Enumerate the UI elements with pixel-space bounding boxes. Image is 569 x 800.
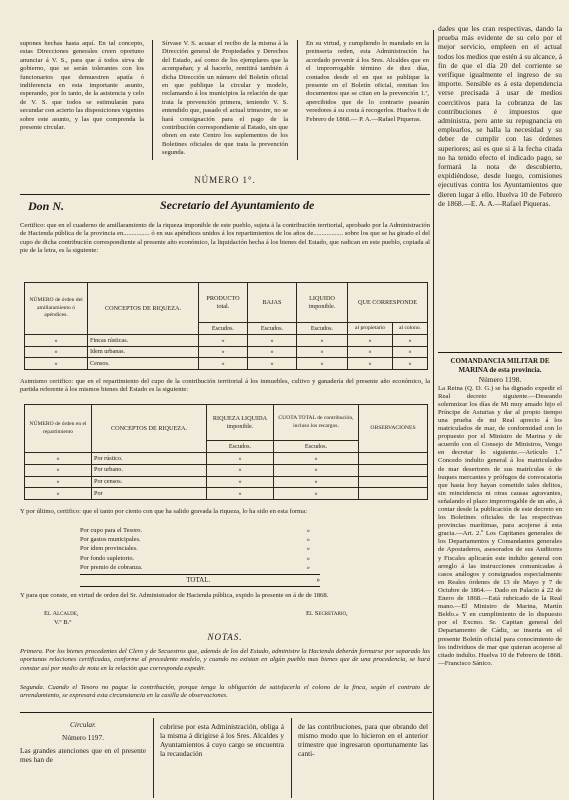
liquidacion-table [24, 282, 428, 370]
table-cell: » [274, 464, 359, 476]
circular-text-2: cubrirse por esta Administración, obliga á la misma á dirigirse á los Sres. Alcaldes y Ayuntamientos á cuyo cargo se encuentra la recaudación [160, 722, 284, 758]
table-cell: » [25, 464, 92, 476]
table-cell: » [393, 358, 428, 370]
table-cell: » [207, 464, 274, 476]
table-cell: » [248, 346, 297, 358]
table-cell: » [297, 335, 348, 347]
col-propietario: al propietario [348, 323, 393, 335]
table-row-label: Por [92, 488, 207, 500]
numero-header: NÚMERO 1°. [194, 175, 256, 185]
visto-bueno: V.º B.º [54, 619, 72, 626]
notas-title: NOTAS. [207, 632, 243, 642]
table-row-label: Censos. [88, 358, 199, 370]
col-riqueza: RIQUEZA LIQUIDA imponible. [207, 405, 274, 441]
table-cell: » [248, 358, 297, 370]
col-conceptos: CONCEPTOS DE RIQUEZA. [92, 405, 207, 453]
table-row-label: Por censos. [92, 476, 207, 488]
table-cell [359, 488, 428, 500]
right-column [438, 24, 562, 763]
column-divider [152, 40, 153, 160]
table-cell: » [199, 358, 248, 370]
col-cuota: CUOTA TOTAL de contribución, incluso los recargos. [274, 405, 359, 441]
total-rule [80, 574, 320, 575]
table-cell: » [199, 335, 248, 347]
secretario-label: El Secretario, [306, 610, 348, 617]
table-cell: » [248, 335, 297, 347]
table-cell: » [393, 346, 428, 358]
list-item: Por premio de cobranza. » [80, 563, 310, 571]
circular-number: Número 1197. [62, 733, 104, 742]
list-item: Por ídem provinciales. » [80, 545, 310, 553]
table-cell: » [297, 346, 348, 358]
comandancia-title: COMANDANCIA MILITAR DE MARINA de esta provincia. [450, 357, 550, 375]
total-row: TOTAL. » [186, 576, 320, 584]
percent-list [80, 526, 310, 572]
unit-label: Escudos. [248, 323, 297, 335]
certifico-3: Y por último, certifico: que el tanto por ciento con que ha salido gravada la riqueza, lo ha sido en esta forma: [20, 508, 308, 515]
table-cell: » [274, 488, 359, 500]
table-cell: » [348, 358, 393, 370]
notas-primera: Primera. Por los bienes procedentes del Clero y de Secuestros que, además de los del Estado, administre la Hacienda deberán formarse por separado las oportunas relaciones certificadas, conforme al precedente modelo, y cuando no existan en algún pueblo mas bienes que de una procedencia, se hará constar así por medio de nota en la relación que corresponda expedir. [20, 648, 430, 672]
table-cell: » [25, 488, 92, 500]
list-item: Por gastos municipales. » [80, 536, 310, 544]
certifico-2: Asimismo certifico: que en el repartimiento del cupo de la contribución territorial á los inmuebles, cultivo y ganadería del presente año económico, la partida referente á los mismos bienes del Estado es la siguiente: [20, 378, 430, 394]
top-column-1: supones hechas hasta aquí. En tal concepto, estas Direcciones generales creen oportuno anunciar á V. S., para que á todos sirva de gobierno, que se serán tolerantes con los funcionarios que demuestren apatía ó indiferencia en esta importante asunto, esperando, por lo tanto, de la asistencia y celo de V. S. que todos se estimularán para secundar con acierto las disposiciones vigentes sobre este asunto, y las que comprenda la presente circular. [20, 40, 144, 132]
table-cell: » [25, 476, 92, 488]
circular-title: Circular. [70, 720, 96, 729]
table-row-label: Fincas rústicas. [88, 335, 199, 347]
certifico-4: Y para que conste, en virtud de orden del Sr. Administrador de Hacienda pública, expido la presente en á de de 1868. [20, 592, 329, 599]
certifico-1: Certifico: que en el cuaderno de amillaramiento de la riqueza imponible de este pueblo, sujeta á la contribución territorial, aprobado por la Administración de Hacienda pública de la provincia en................ ó en sus apéndices unidos á los repartimientos de los años de.................. sobre los que se ha girado el del cupo de dicha contribución correspondiente al presente año económico, la liquidación hecha á los bienes del Estado, que radican en este pueblo, copiada al pie de la letra, es la siguiente: [20, 222, 430, 255]
list-item: Por cupo para el Tesoro. » [80, 527, 310, 534]
table-cell: » [207, 453, 274, 465]
table-cell: » [274, 453, 359, 465]
repartimiento-table [24, 404, 428, 500]
table-row-label: Por rústico. [92, 453, 207, 465]
circular-text-3: de las contribuciones, para que obrando del mismo modo que lo hicieron en el anterior trimestre que ingresaron oportunamente las canti- [298, 722, 428, 758]
table-cell: » [25, 335, 88, 347]
secretario-title: Secretario del Ayuntamiento de [160, 198, 315, 212]
table-cell: » [199, 346, 248, 358]
alcalde-label: El Alcalde, [44, 610, 79, 617]
col-observaciones: OBSERVACIONES [359, 405, 428, 453]
table-cell: » [393, 335, 428, 347]
table-cell: » [25, 453, 92, 465]
col-bajas: BAJAS [248, 283, 297, 323]
don-label: Don N. [28, 199, 65, 213]
col-numero-reparto: NÚMERO de órden en el repartimiento [25, 405, 92, 453]
table-cell [359, 464, 428, 476]
table-cell: » [274, 476, 359, 488]
column-divider [297, 40, 298, 160]
comandancia-text: La Reina (Q. D. G.) se ha dignado expedir el Real decreto siguiente.—Deseando solemnizar los días de Mi muy amado hijo el Príncipe de Asturias y dar al propio tiempo una prueba de mi Real aprecio á los matriculados de mar, de conformidad con lo propuesto por el Ministro de Marina y de acuerdo con el Consejo de Ministros, Vengo en decretar lo siguiente.—Artículo 1.º Concedo indulto general á los matriculados de mar desertores de sus matrículas ó de buques mercantes y prófugos de convocatoria que hasta hoy hayan cometido tales delitos, sin reincidencia ni otras causas agravantes, señalando el plazo improrrogable de un año, á contar desde la publicación de este decreto en los Boletines oficiales de las respectivas provincias marítimas, para acojerse á esta gracia.—Art. 2.º Los Capitanes generales de los Departamentos y Comandantes generales de Apostaderos, asesorados de sus Auditores y Fiscales aplicarán este indulto general con arreglo á las instrucciones comunicadas á casos análogos y consignados especialmente en Reales órdenes de 13 de Mayo y 7 de Octubre de 1864.— Dado en Palacio á 22 de Enero de 1868.—Está rubricado de la Real mano.—El Ministro de Marina, Martín Beldo.» Y en cumplimiento de lo dispuesto por el Excmo. Sr. Capitan general del Departamento de Cádiz, se inserta en el presente Boletín oficial para conocimiento de los individuos de mar que quieran acojerse al citado indulto. Huelva 10 de Febrero de 1868.—Francisco Sánico. [438, 384, 562, 667]
table-cell [359, 476, 428, 488]
unit-label: Escudos. [297, 323, 348, 335]
unit-label: Escudos. [207, 441, 274, 453]
col-producto: PRODUCTO total. [199, 283, 248, 323]
comandancia-number: Número 1198. [478, 375, 522, 385]
unit-label: Escudos. [274, 441, 359, 453]
table-row-label: Idem urbanas. [88, 346, 199, 358]
table-cell: » [348, 346, 393, 358]
table-cell: » [207, 476, 274, 488]
table-cell: » [25, 358, 88, 370]
table-cell: » [207, 488, 274, 500]
table-row-label: Por urbano. [92, 464, 207, 476]
table-cell [359, 453, 428, 465]
header-rule [20, 194, 430, 195]
top-column-3: En su virtud, y cumpliendo lo mandado en la preinserta orden, esta Administración ha acordado prevenir á los Sres. Alcaldes que en el improrrogable término de diez días, contados desde el en que se publique la presente en el Boletín oficial, remitan los documentos que se citan en la prevención 1.ª, apercibidos que de lo contrario pasarán veredores á su costa á recogerlos. Huelva 6 de Febrero de 1868.— P. A.—Rafael Piqueras. [306, 40, 429, 123]
section-rule [20, 712, 432, 713]
col-corresponde: QUE CORRESPONDE [348, 283, 428, 323]
total-label: TOTAL. [186, 576, 211, 584]
col-conceptos: CONCEPTOS DE RIQUEZA. [88, 283, 199, 335]
right-column-divider [433, 30, 434, 800]
notas-segunda: Segunda. Cuando el Tesoro no pague la contribución, porque tenga la obligación de satisfacerla el colono de la finca, según el contrato de arrendamiento, se expresará esta circunstancia en la casilla de observaciones. [20, 684, 430, 700]
col-numero-orden: NÚMERO de órden del amillaramiento ó apéndices. [25, 283, 88, 335]
top-column-2: Sírvase V. S. acusar el recibo de la misma á la Dirección general de Propiedades y Derechos del Estado, así como de los ejemplares que la acompañan; y al hacerlo, remitirá también á dicha Dirección un número del Boletín oficial en que publique la circular y modelo, reclamando á los municipios la relación de que trata la prevención primera, teniendo V. S. entendido que, pasado el actual trimestre, no se hará consignación para el pago de la contribución correspondiente al Estado, sin que obren en este Centro los suplementos de los Boletines oficiales de que trata la prevención segunda. [162, 40, 288, 157]
table-cell: » [25, 346, 88, 358]
table-cell: » [297, 358, 348, 370]
table-cell: » [348, 335, 393, 347]
circular-column [20, 720, 146, 764]
column-divider [153, 718, 154, 798]
column-divider [291, 718, 292, 798]
unit-label: Escudos. [199, 323, 248, 335]
total-rule [80, 586, 320, 587]
list-item: Por fondo supletorio. » [80, 554, 310, 562]
col-colono: al colono. [393, 323, 428, 335]
circular-text-1: Las grandes atenciones que en el presente mes han de [20, 746, 146, 764]
col-liquido: LIQUIDO imponible. [297, 283, 348, 323]
right-column-text: dades que les cran respectivas, dando la prueba más evidente de su celo por el mejor servicio, empleen en el actual todos los medios que estén á su alcance, á fin de que el día 20 del corriente se verifique igualmente el ingreso de su importe. Sensible es á esta dependencia verse precisada á usar de medios coercitivos para la cobranza de las contribuciones é impuestos que administra, pero ante su repugnancia en emplearlos, se halla la necesidad y su deber de cumplir con las órdenes superiores; así es que si á la fecha citada no ha tenido efecto el indicado pago, se formará la nota de descubierto, expidiéndose, desde luego, comisiones ejecutivas contra los Ayuntamientos que dieren lugar á ello. Huelva 10 de Febrero de 1868.—E. A. A.—Rafael Piqueras. [438, 24, 562, 208]
